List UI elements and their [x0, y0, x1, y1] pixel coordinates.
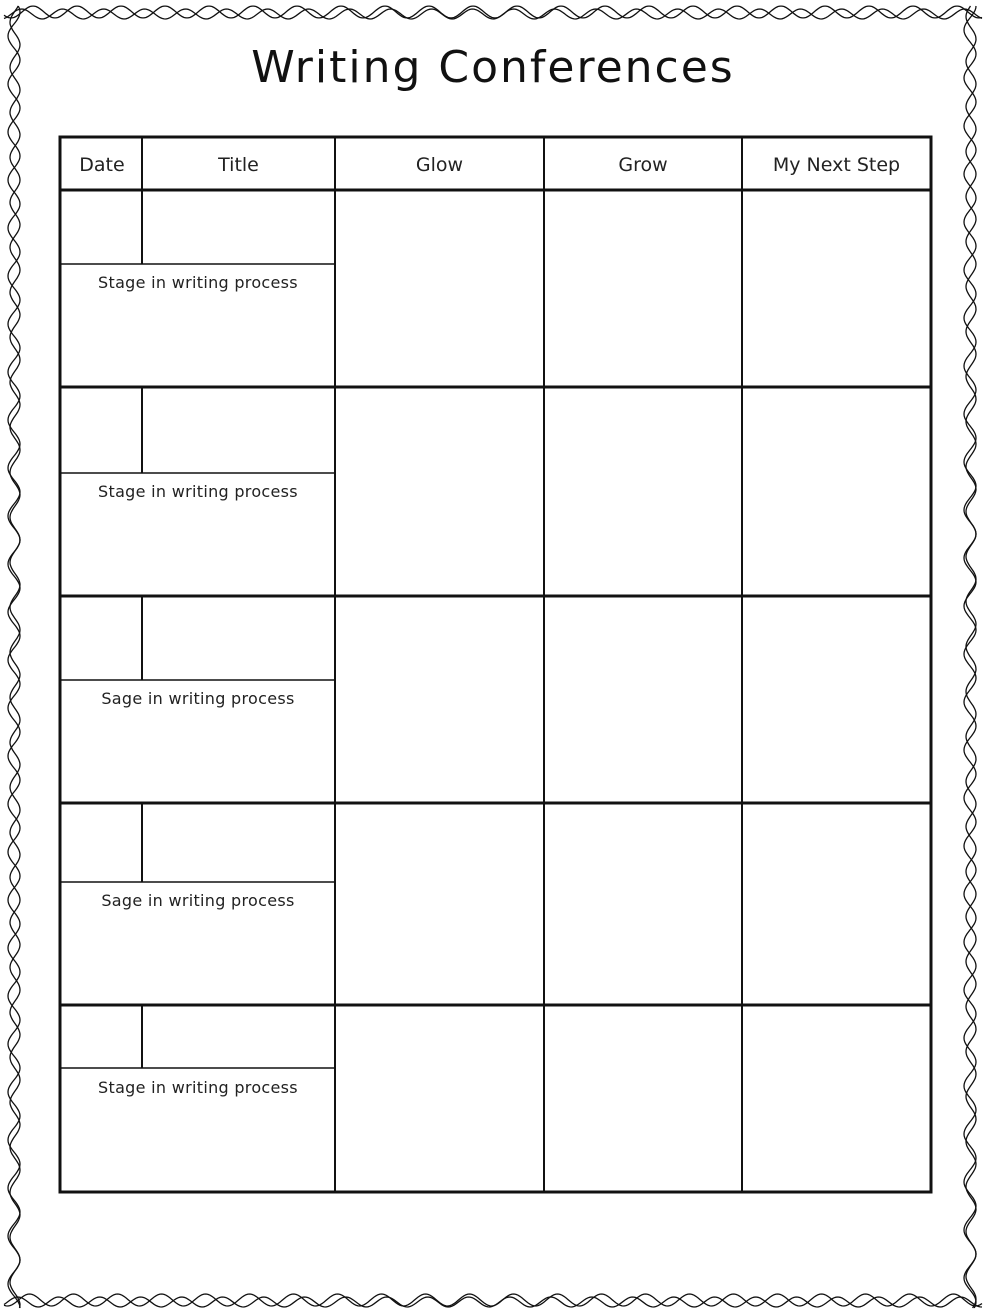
wavy-border-top — [4, 6, 982, 18]
table-outer-frame — [60, 137, 931, 1192]
header-title: Title — [218, 154, 259, 176]
page-title: Writing Conferences — [251, 42, 735, 93]
header-glow: Glow — [415, 154, 464, 176]
stage-label: Sage in writing process — [101, 891, 295, 910]
wavy-border-left-inner — [10, 6, 20, 1308]
wavy-border-right-inner — [966, 6, 976, 1308]
stage-label: Stage in writing process — [98, 273, 298, 292]
header-date: Date — [79, 154, 125, 176]
wavy-border-bottom — [4, 1294, 982, 1306]
stage-label: Stage in writing process — [98, 1078, 298, 1097]
header-grow: Grow — [618, 154, 668, 176]
stage-label: Stage in writing process — [98, 482, 298, 501]
stage-label: Sage in writing process — [101, 689, 295, 708]
header-next-step: My Next Step — [772, 154, 901, 176]
